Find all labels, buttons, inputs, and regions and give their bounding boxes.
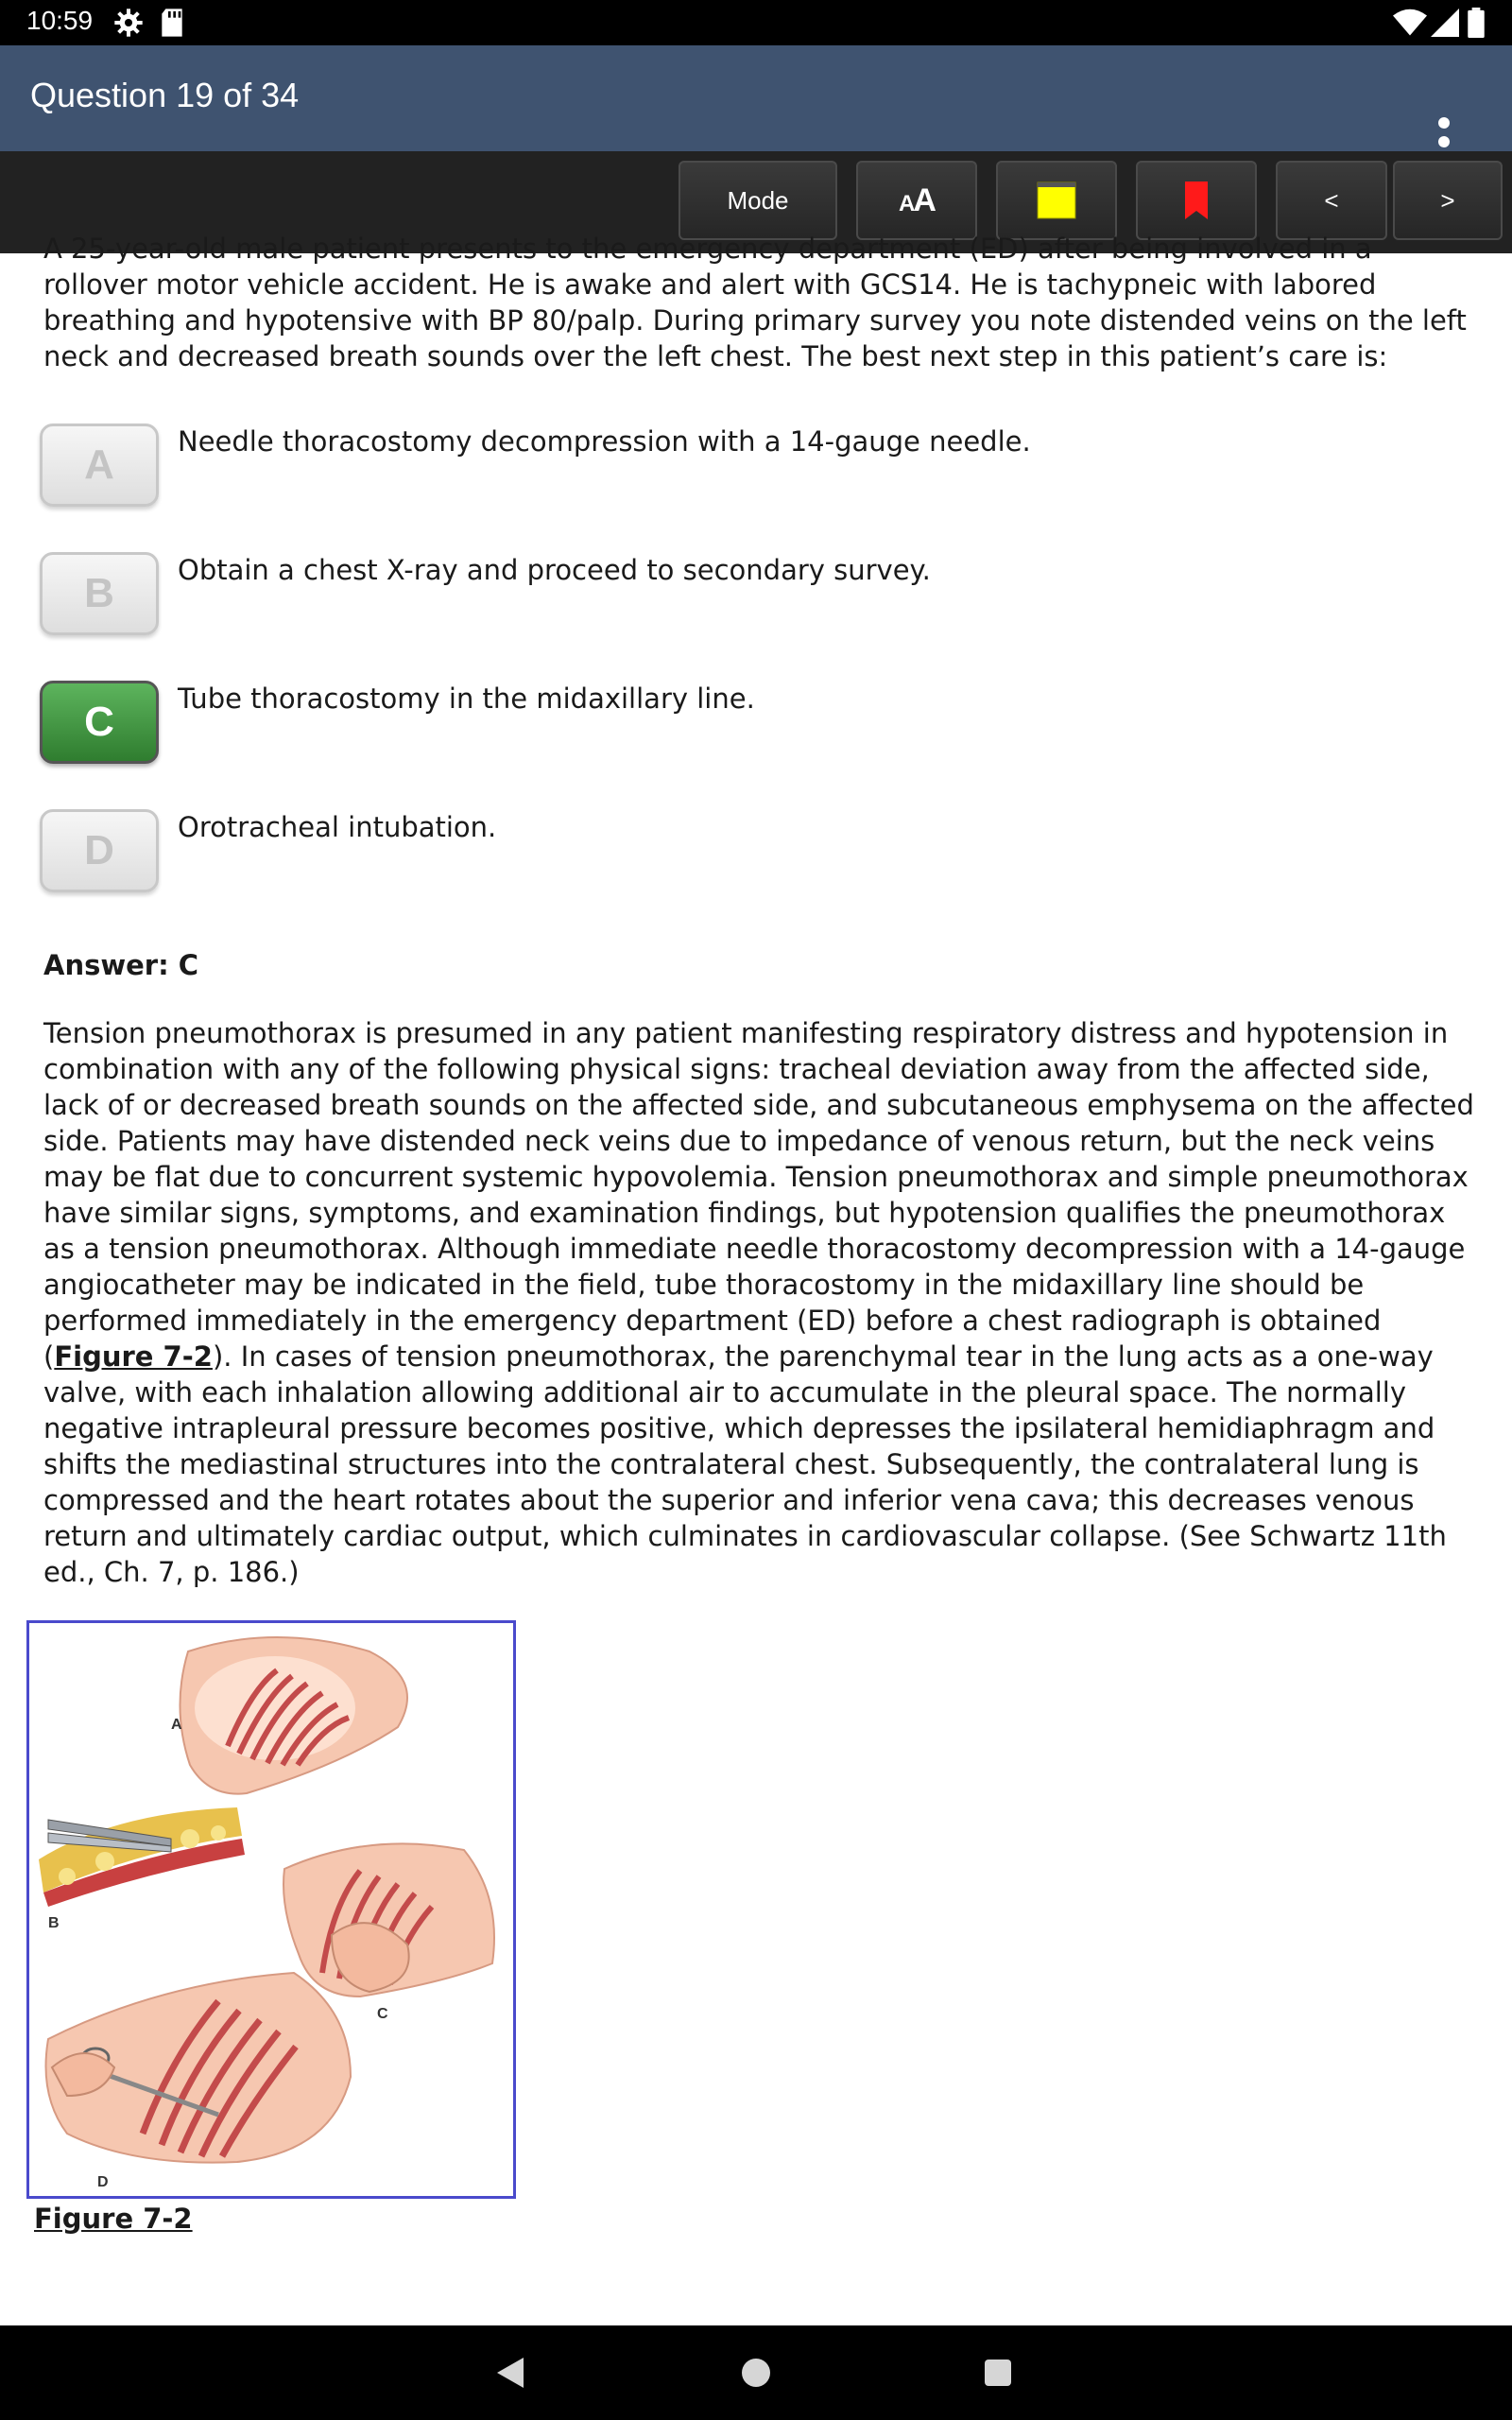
choice-text-c: Tube thoracostomy in the midaxillary line. — [178, 683, 755, 715]
cell-signal-icon — [1431, 8, 1459, 38]
status-bar — [0, 0, 1512, 45]
next-label: > — [1440, 185, 1455, 215]
bookmark-icon — [1184, 181, 1209, 220]
status-time: 10:59 — [26, 6, 94, 35]
answer-label: Answer: C — [43, 949, 199, 981]
panel-d-drawing — [46, 1973, 352, 2163]
sticky-note-icon — [1037, 182, 1076, 219]
choice-key-b[interactable]: B — [40, 552, 159, 635]
figure-caption[interactable]: Figure 7-2 — [34, 2203, 193, 2235]
system-nav-bar — [0, 2325, 1512, 2420]
explanation-text-1: Tension pneumothorax is presumed in any patient manifesting respiratory distress and hypotension in combination with any of the following physical signs: tracheal deviation away from the affected side, lack of or decreased breath sounds on the affected side, and subcutaneous emphysema on the affected side. Patients may have distended neck veins due to impedance of venous return, but the neck veins may be flat due to concurrent systemic hypovolemia. Tension pneumothorax and simple pneumothorax have similar signs, symptoms, and examination findings, but hypotension qualifies the pneumothorax as a tension pneumothorax. Although immediate needle thoracostomy decompression with a 14-gauge angiocatheter may be indicated in the field, tube thoracostomy in the midaxillary line should be performed immediately in the emergency department (ED) before a chest radiograph is obtained ( — [43, 1017, 1474, 1373]
choice-key-c-selected[interactable]: C — [40, 681, 159, 764]
chest-tube-illustration — [29, 1623, 513, 2196]
previous-question-button[interactable] — [1276, 161, 1387, 240]
sd-card-icon — [159, 8, 185, 38]
gear-icon — [113, 8, 144, 38]
panel-b-drawing — [39, 1807, 245, 1907]
answer-explanation — [43, 1015, 1480, 1590]
panel-a-drawing — [180, 1637, 407, 1794]
bookmark-button[interactable] — [1136, 161, 1257, 240]
panel-c-drawing — [284, 1843, 494, 1996]
panel-d-label: D — [97, 2174, 109, 2190]
next-question-button[interactable] — [1393, 161, 1503, 240]
recents-icon[interactable] — [983, 2354, 1013, 2392]
mode-button[interactable] — [679, 161, 837, 240]
back-icon[interactable] — [493, 2354, 527, 2392]
font-size-icon: AA — [899, 182, 935, 218]
mode-button-label: Mode — [727, 185, 789, 215]
panel-a-label: A — [171, 1717, 182, 1733]
note-button[interactable] — [996, 161, 1117, 240]
battery-icon — [1467, 8, 1486, 38]
explanation-text-2: ). In cases of tension pneumothorax, the parenchymal tear in the lung acts as a one-way valve, with each inhalation allowing additional air to accumulate in the pleural space. The normally negative intrapleural pressure becomes positive, which depresses the ipsilateral hemidiaphragm and shifts the mediastinal structures into the contralateral chest. Subsequently, the contralateral lung is compressed and the heart rotates about the superior and inferior vena cava; this decreases venous return and ultimately cardiac output, which culminates in cardiovascular collapse. (See Schwartz 11th ed., Ch. 7, p. 186.) — [43, 1340, 1447, 1588]
home-icon[interactable] — [741, 2354, 771, 2392]
question-content[interactable] — [0, 233, 1512, 2325]
choice-text-b: Obtain a chest X-ray and proceed to secondary survey. — [178, 554, 931, 586]
question-stem: A 25-year-old male patient presents to the emergency department (ED) after being involved in a rollover motor vehicle accident. He is awake and alert with GCS14. He is tachypneic with labored breathing and hypotensive with BP 80/palp. During primary survey you note distended veins on the left neck and decreased breath sounds over the left chest. The best next step in this patient’s care is: — [43, 233, 1467, 372]
choice-text-a: Needle thoracostomy decompression with a 14-gauge needle. — [178, 425, 1031, 458]
font-size-button[interactable] — [856, 161, 977, 240]
wifi-icon — [1393, 8, 1427, 38]
choice-key-d[interactable]: D — [40, 809, 159, 892]
choice-key-a[interactable]: A — [40, 424, 159, 507]
choice-text-d: Orotracheal intubation. — [178, 811, 497, 843]
previous-label: < — [1324, 185, 1339, 215]
figure-link[interactable]: Figure 7-2 — [54, 1340, 213, 1373]
page-title: Question 19 of 34 — [30, 76, 300, 114]
figure-image[interactable] — [26, 1620, 516, 2199]
panel-b-label: B — [48, 1915, 60, 1931]
panel-c-label: C — [377, 2006, 388, 2022]
app-bar — [0, 45, 1512, 151]
